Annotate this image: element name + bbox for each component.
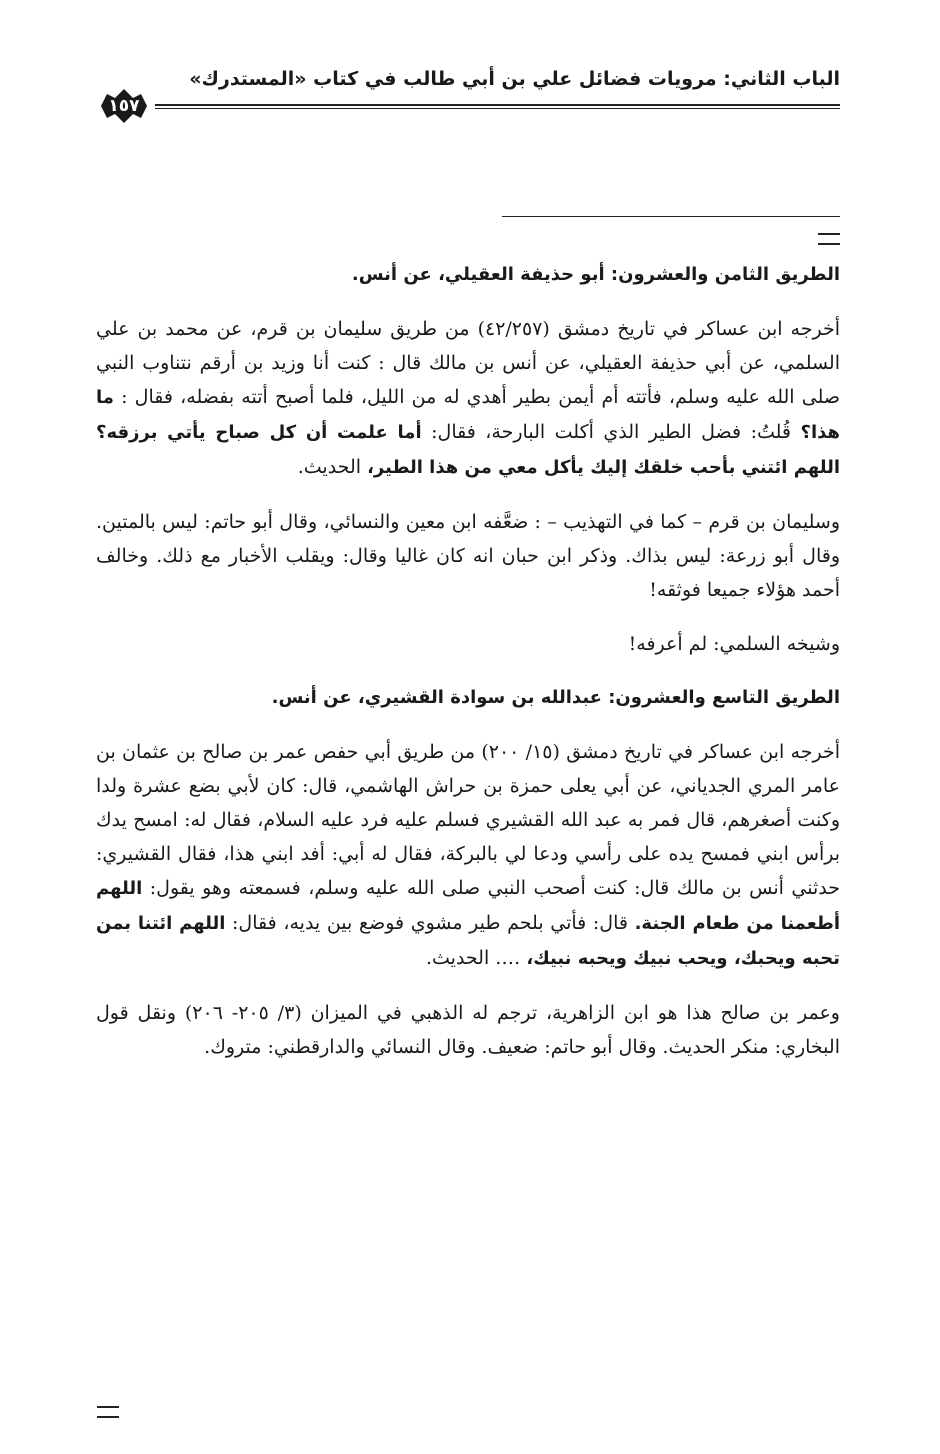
chapter-title: الباب الثاني: مرويات فضائل علي بن أبي طالب في كتاب «المستدرك» — [189, 68, 840, 90]
page-body — [96, 258, 840, 1084]
section-heading-29: الطريق التاسع والعشرون: عبدالله بن سوادة القشيري، عن أنس. — [271, 687, 840, 708]
page-number: ١٥٧ — [108, 96, 140, 116]
p4-quote-a: اللهم أطعمنا من طعام الجنة. — [96, 878, 841, 934]
p4-text-c: …. الحديث. — [425, 947, 521, 969]
p1-quote-a: ما هذا؟ — [96, 387, 840, 443]
continuation-mark-bottom — [97, 1406, 119, 1418]
paragraph-narrator-critique: وسليمان بن قرم – كما في التهذيب – : ضعَّفه ابن معين والنسائي، وقال أبو حاتم: ليس بالمتين. وقال أبو زرعة: ليس بذاك. وذكر ابن حبان انه كان غاليا وقال: ويقلب الأخبار مع ذلك. وخالف أحمد هؤلاء جميعا فوثقه! — [96, 511, 840, 601]
p1-text-b: قُلتُ: فضل الطير الذي أكلت البارحة، فقال: — [431, 421, 791, 443]
paragraph-takhrij-29 — [96, 735, 840, 976]
p1-text-c: الحديث. — [297, 456, 362, 478]
section-heading-28: الطريق الثامن والعشرون: أبو حذيفة العقيلي، عن أنس. — [351, 264, 840, 285]
running-header — [95, 62, 840, 132]
p4-text-b: قال: فأتي بلحم طير مشوي فوضع بين يديه، فقال: — [232, 912, 628, 934]
p1-quote-b: أما علمت أن كل صباح يأتي برزقه؟ اللهم ائتني بأحب خلقك إليك يأكل معي من هذا الطير، — [96, 422, 840, 478]
header-rule — [155, 104, 840, 109]
footnote-separator — [502, 216, 840, 217]
paragraph-takhrij-28 — [96, 312, 840, 485]
p4-quote-b: اللهم ائتنا بمن تحبه ويحبك، ويحب نبيك ويحبه نبيك، — [96, 913, 840, 969]
paragraph-shaykh-note: وشيخه السلمي: لم أعرفه! — [628, 633, 840, 655]
page-number-badge — [95, 86, 153, 126]
p1-text-a: أخرجه ابن عساكر في تاريخ دمشق (٤٢/٢٥٧) من طريق سليمان بن قرم، عن محمد بن علي السلمي، عن أبي حذيفة العقيلي، عن أنس بن مالك قال : كنت أنا وزيد بن أرقم نتناوب النبي صلى الله عليه وسلم، فأتته أم أيمن بطير أهدي له من الليل، فلما أصبح أتته بفضله، فقال : — [96, 318, 840, 408]
p4-text-a: أخرجه ابن عساكر في تاريخ دمشق (١٥/ ٢٠٠) من طريق أبي حفص عمر بن صالح بن عثمان بن عامر المري الجدياني، عن أبي يعلى حمزة بن حراش الهاشمي، قال: كان لأبي بضع عشرة ولدا وكنت أصغرهم، قال فمر به عبد الله القشيري فسلم عليه فرد عليه السلام، فقال له: امسح يدك برأس ابني فمسح يده على رأسي ودعا لي بالبركة، فقال له أبي: أفد ابني هذا، فقال القشيري: حدثني أنس بن مالك قال: كنت أصحب النبي صلى الله عليه وسلم، فسمعته وهو يقول: — [96, 741, 840, 899]
continuation-mark-top — [818, 233, 840, 245]
paragraph-umar-critique: وعمر بن صالح هذا هو ابن الزاهرية، ترجم له الذهبي في الميزان (٣/ ٢٠٥- ٢٠٦) ونقل قول البخاري: منكر الحديث. وقال أبو حاتم: ضعيف. وقال النسائي والدارقطني: متروك. — [96, 1002, 840, 1058]
